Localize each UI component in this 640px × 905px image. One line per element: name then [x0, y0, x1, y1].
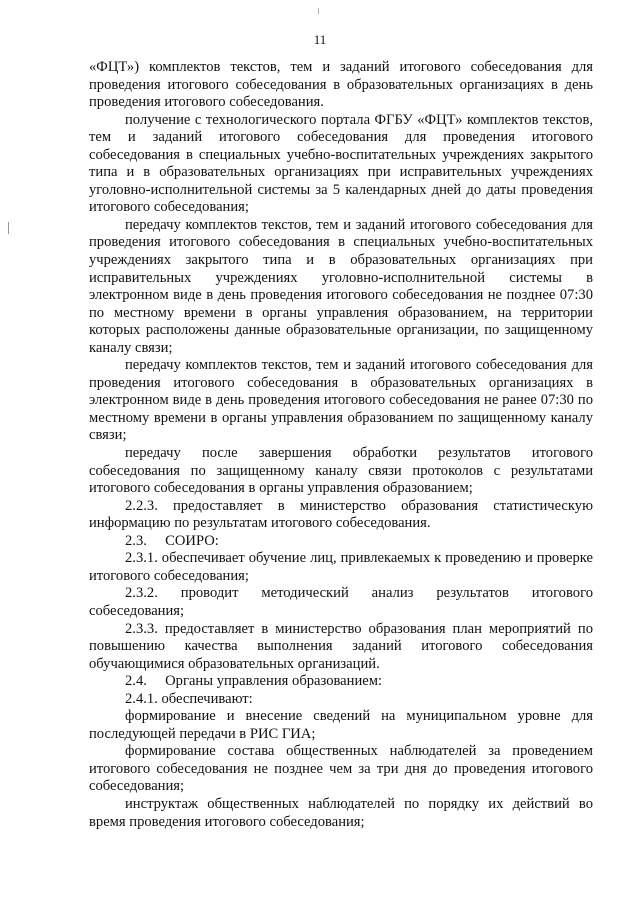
- paragraph-portal-receipt: получение с технологического портала ФГБУ «ФЦТ» комплектов текстов, тем и заданий итогового собеседования для проведения итогового собеседования в специальных учебно-воспитательных учреждениях закрытого типа и в образовательных организациях при исправительных учреждениях уголовно-исполнительной системы за 5 календарных дней до даты проведения итогового собеседования;: [89, 111, 593, 216]
- paragraph-transfer-special: передачу комплектов текстов, тем и заданий итогового собеседования для проведения итогового собеседования в специальных учебно-воспитательных учреждениях закрытого типа и в образовательных организациях при исправительных учреждениях уголовно-исполнительной системы в электронном виде в день проведения итогового собеседования не позднее 07:30 по местному времени в органы управления образованием, на территории которых расположены данные образовательные организации, по защищенному каналу связи;: [89, 216, 593, 356]
- paragraph-observers-briefing: инструктаж общественных наблюдателей по порядку их действий во время проведения итогового собеседования;: [89, 795, 593, 830]
- paragraph-continuation: «ФЦТ») комплектов текстов, тем и заданий итогового собеседования для проведения итогового собеседования в образовательных организациях в день проведения итогового собеседования.: [89, 59, 593, 111]
- clause-2-3-2: 2.3.2. проводит методический анализ результатов итогового собеседования;: [89, 585, 593, 619]
- paragraph-ris-gia: формирование и внесение сведений на муниципальном уровне для последующей передачи в РИС ГИА;: [89, 708, 593, 742]
- paragraph-transfer-protocols: передачу после завершения обработки результатов итогового собеседования по защищенному каналу связи протоколов с результатами итогового собеседования в органы управления образованием;: [89, 445, 593, 497]
- page-number: 11: [313, 32, 327, 47]
- paragraph-observers-composition: формирование состава общественных наблюдателей за проведением итогового собеседования не позднее чем за три дня до проведения итогового собеседования;: [89, 743, 593, 795]
- clause-2-3-1: 2.3.1. обеспечивает обучение лиц, привлекаемых к проведению и проверке итогового собеседования;: [89, 550, 593, 584]
- clause-2-3-heading: 2.3. СОИРО:: [125, 532, 219, 549]
- scan-mark-margin: [8, 222, 9, 234]
- document-body: [89, 59, 593, 831]
- clause-2-2-3: 2.2.3. предоставляет в министерство образования статистическую информацию по результатам итогового собеседования.: [89, 497, 593, 532]
- paragraph-transfer-general: передачу комплектов текстов, тем и заданий итогового собеседования для проведения итогового собеседования в образовательных организациях в электронном виде в день проведения итогового собеседования не ранее 07:30 по местному времени в органы управления образованием по защищенному каналу связи;: [89, 357, 593, 444]
- clause-2-3-3: 2.3.3. предоставляет в министерство образования план мероприятий по повышению качества выполнения заданий итогового собеседования обучающимися образовательных организаций.: [89, 620, 593, 672]
- clause-2-4-heading: 2.4. Органы управления образованием:: [125, 673, 383, 690]
- clause-2-4-1: 2.4.1. обеспечивают:: [125, 690, 253, 707]
- scan-mark-top: [318, 8, 319, 14]
